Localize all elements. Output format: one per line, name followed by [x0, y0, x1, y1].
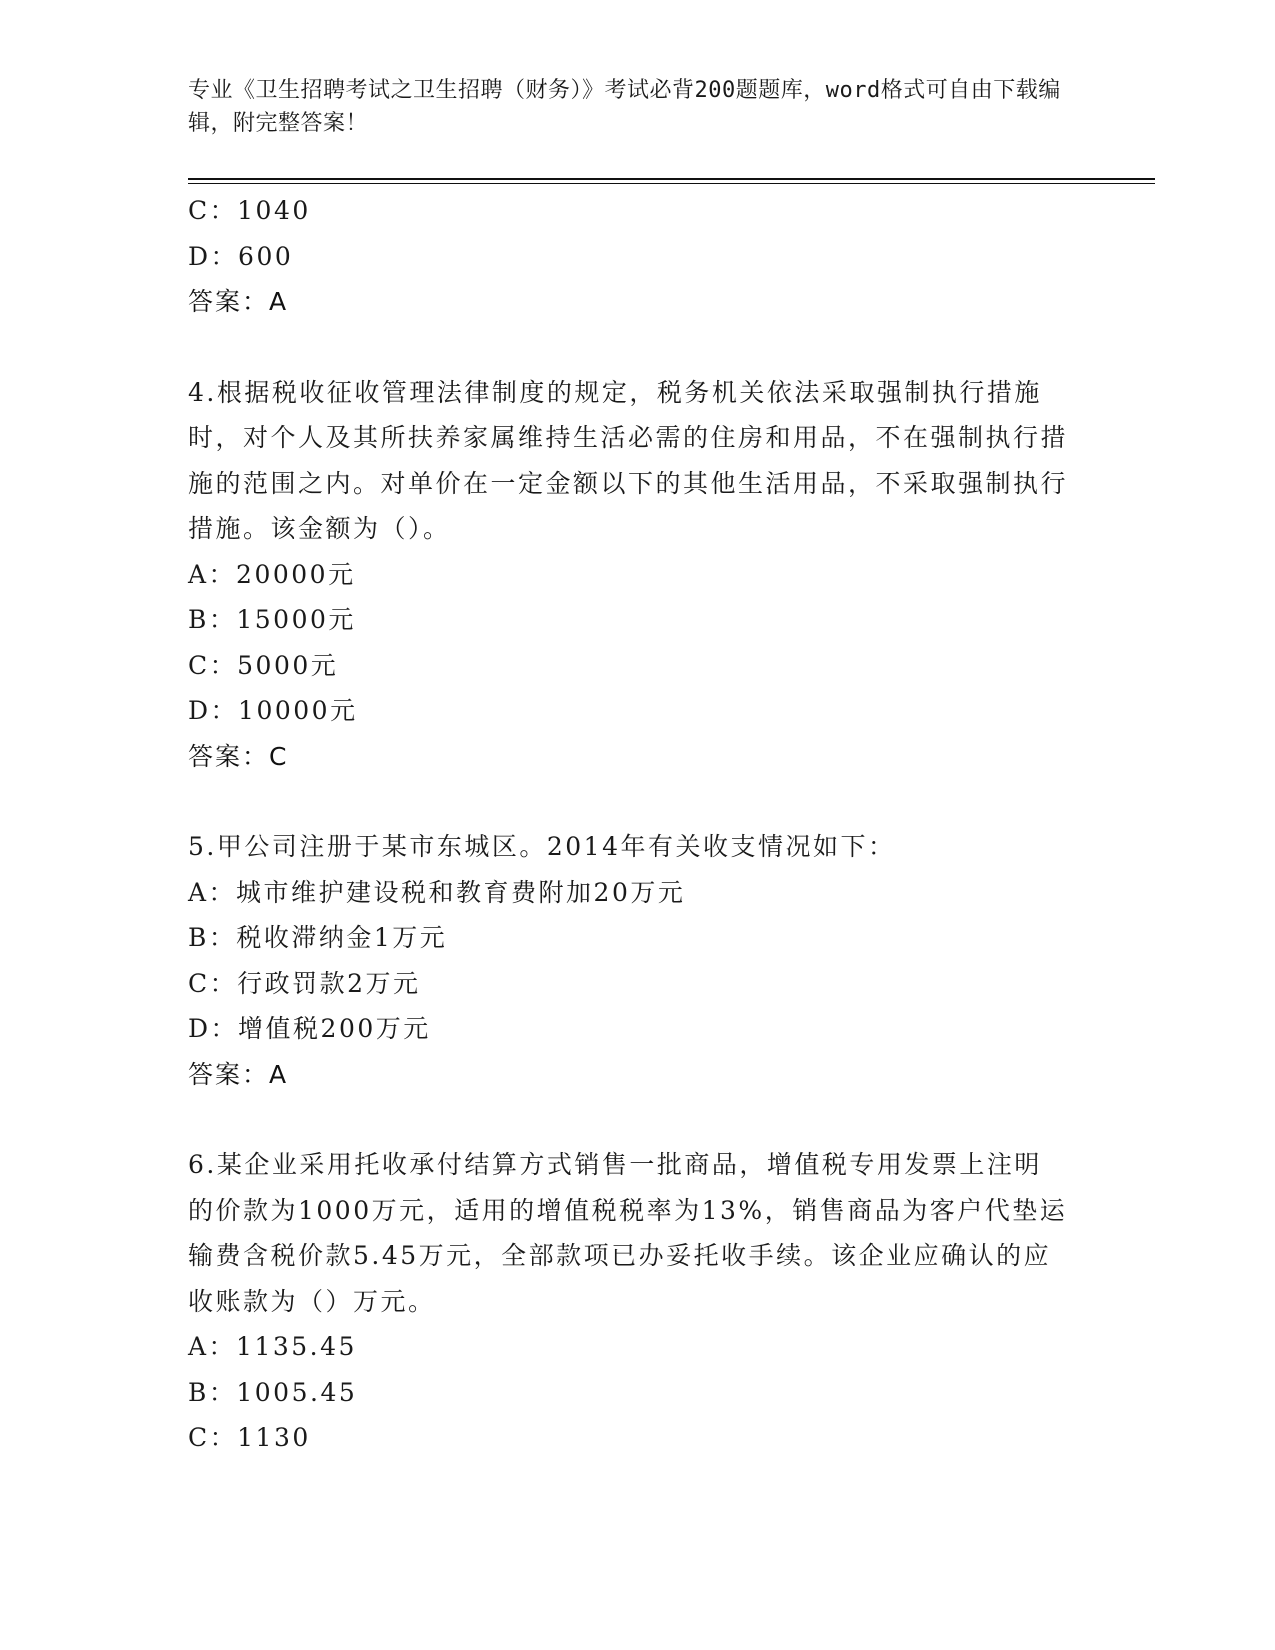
header-divider-thin [188, 183, 1155, 184]
question-4 [188, 370, 1068, 780]
option-b: B：税收滞纳金1万元 [188, 923, 448, 952]
option-d: D：600 [188, 241, 294, 271]
option-a: A：1135.45 [188, 1332, 357, 1361]
answer-line: 答案：A [188, 1059, 289, 1089]
option-d: D：10000元 [188, 696, 358, 725]
question-text: 6.某企业采用托收承付结算方式销售一批商品，增值税专用发票上注明的价款为1000万元，适用的增值税税率为13%，销售商品为客户代垫运输费含税价款5.45万元，全部款项已办妥托收手续。该企业应确认的应收账款为（）万元。 [188, 1150, 1068, 1316]
question-5 [188, 824, 1068, 1097]
header-divider-thick [188, 178, 1155, 180]
question-6 [188, 1142, 1068, 1461]
option-c: C：1130 [188, 1423, 311, 1452]
document-header: 专业《卫生招聘考试之卫生招聘（财务）》考试必背200题题库，word格式可自由下载编辑，附完整答案！ [188, 78, 1061, 136]
option-c: C：5000元 [188, 650, 339, 680]
spacer [188, 779, 1068, 824]
option-c: C：1040 [188, 196, 311, 225]
option-b: B：15000元 [188, 605, 356, 634]
spacer [188, 325, 1068, 370]
spacer [188, 1097, 1068, 1142]
option-c: C：行政罚款2万元 [188, 968, 421, 998]
question-3-tail [188, 188, 1068, 325]
question-text: 4.根据税收征收管理法律制度的规定，税务机关依法采取强制执行措施时，对个人及其所扶养家属维持生活必需的住房和用品，不在强制执行措施的范围之内。对单价在一定金额以下的其他生活用品，不采取强制执行措施。该金额为（）。 [188, 377, 1069, 543]
answer-line: 答案：A [188, 287, 289, 316]
option-d: D：增值税200万元 [188, 1014, 431, 1043]
option-a: A：城市维护建设税和教育费附加20万元 [188, 877, 686, 907]
answer-line: 答案：C [188, 741, 289, 771]
question-text: 5.甲公司注册于某市东城区。2014年有关收支情况如下： [188, 832, 896, 861]
option-a: A：20000元 [188, 559, 356, 589]
option-b: B：1005.45 [188, 1377, 358, 1407]
question-list [188, 188, 1068, 1461]
